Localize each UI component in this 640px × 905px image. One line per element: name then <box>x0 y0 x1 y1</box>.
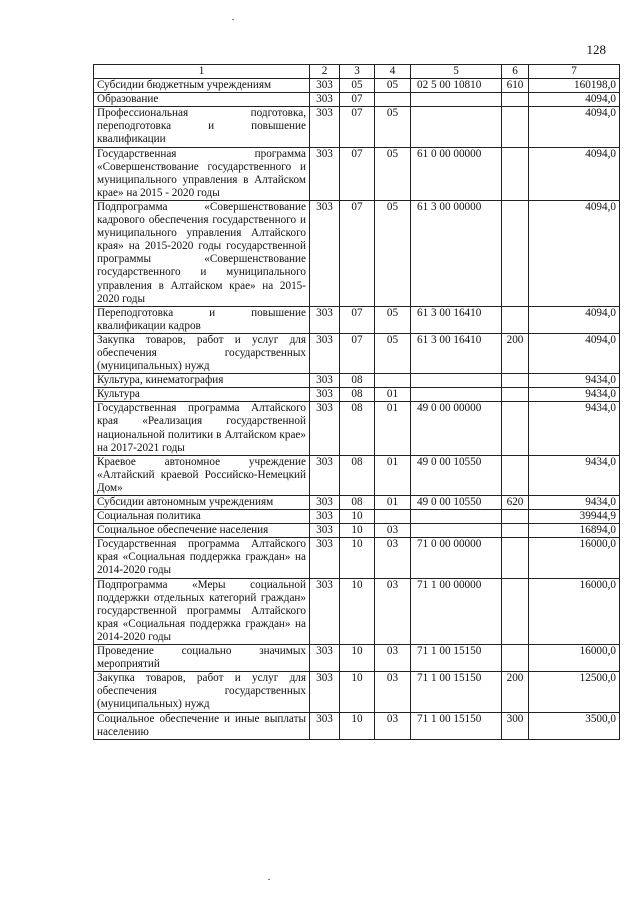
column-header: 2 <box>310 65 340 79</box>
table-row <box>94 510 620 524</box>
column-header: 6 <box>502 65 529 79</box>
target-article-cell: 71 1 00 15150 <box>411 712 502 739</box>
admin-code-cell: 303 <box>310 388 340 402</box>
expense-type-cell <box>502 388 529 402</box>
section-cell: 10 <box>340 578 375 644</box>
table-row <box>94 200 620 306</box>
section-cell: 07 <box>340 93 375 107</box>
subsection-cell <box>375 93 411 107</box>
expense-type-cell: 610 <box>502 79 529 93</box>
amount-cell: 160198,0 <box>529 79 620 93</box>
admin-code-cell: 303 <box>310 93 340 107</box>
section-cell: 10 <box>340 538 375 578</box>
row-name-cell: Образование <box>94 93 310 107</box>
admin-code-cell: 303 <box>310 79 340 93</box>
admin-code-cell: 303 <box>310 538 340 578</box>
expense-type-cell <box>502 374 529 388</box>
subsection-cell: 05 <box>375 306 411 333</box>
row-name-cell: Подпрограмма «Совершенствование кадрового обеспечения государственного и муниципального управления Алтайского края» на 2015-2020 годы государственной программы «Совершенствование государственного и муниципального управления в Алтайском крае» на 2015-2020 годы <box>94 200 310 306</box>
subsection-cell: 05 <box>375 79 411 93</box>
amount-cell: 4094,0 <box>529 93 620 107</box>
subsection-cell: 05 <box>375 107 411 147</box>
amount-cell: 9434,0 <box>529 388 620 402</box>
row-name-cell: Государственная программа Алтайского края «Социальная поддержка граждан» на 2014-2020 годы <box>94 538 310 578</box>
admin-code-cell: 303 <box>310 402 340 455</box>
section-cell: 10 <box>340 524 375 538</box>
admin-code-cell: 303 <box>310 510 340 524</box>
expense-type-cell <box>502 93 529 107</box>
table-row <box>94 93 620 107</box>
target-article-cell: 61 0 00 00000 <box>411 147 502 200</box>
section-cell: 10 <box>340 672 375 712</box>
row-name-cell: Социальное обеспечение и иные выплаты населению <box>94 712 310 739</box>
section-cell: 08 <box>340 388 375 402</box>
subsection-cell: 05 <box>375 200 411 306</box>
row-name-cell: Проведение социально значимых мероприятий <box>94 645 310 672</box>
amount-cell: 16000,0 <box>529 645 620 672</box>
row-name-cell: Закупка товаров, работ и услуг для обеспечения государственных (муниципальных) нужд <box>94 672 310 712</box>
table-row <box>94 578 620 644</box>
column-header: 5 <box>411 65 502 79</box>
admin-code-cell: 303 <box>310 672 340 712</box>
target-article-cell <box>411 510 502 524</box>
admin-code-cell: 303 <box>310 306 340 333</box>
table-row <box>94 333 620 373</box>
subsection-cell: 01 <box>375 455 411 495</box>
expense-type-cell <box>502 538 529 578</box>
amount-cell: 9434,0 <box>529 455 620 495</box>
section-cell: 07 <box>340 306 375 333</box>
row-name-cell: Государственная программа «Совершенствование государственного и муниципального управления в Алтайском крае» на 2015 - 2020 годы <box>94 147 310 200</box>
subsection-cell: 05 <box>375 333 411 373</box>
expense-type-cell: 200 <box>502 333 529 373</box>
expense-type-cell <box>502 200 529 306</box>
amount-cell: 4094,0 <box>529 147 620 200</box>
section-cell: 07 <box>340 333 375 373</box>
column-header: 7 <box>529 65 620 79</box>
subsection-cell: 05 <box>375 147 411 200</box>
target-article-cell: 71 1 00 15150 <box>411 672 502 712</box>
admin-code-cell: 303 <box>310 524 340 538</box>
target-article-cell: 02 5 00 10810 <box>411 79 502 93</box>
expense-type-cell <box>502 645 529 672</box>
section-cell: 08 <box>340 455 375 495</box>
target-article-cell: 71 1 00 00000 <box>411 578 502 644</box>
admin-code-cell: 303 <box>310 107 340 147</box>
amount-cell: 16000,0 <box>529 538 620 578</box>
table-row <box>94 496 620 510</box>
subsection-cell <box>375 510 411 524</box>
expense-type-cell <box>502 510 529 524</box>
expense-type-cell <box>502 306 529 333</box>
table-row <box>94 402 620 455</box>
amount-cell: 9434,0 <box>529 496 620 510</box>
expense-type-cell: 300 <box>502 712 529 739</box>
amount-cell: 4094,0 <box>529 306 620 333</box>
row-name-cell: Культура <box>94 388 310 402</box>
row-name-cell: Закупка товаров, работ и услуг для обеспечения государственных (муниципальных) нужд <box>94 333 310 373</box>
amount-cell: 9434,0 <box>529 374 620 388</box>
row-name-cell: Государственная программа Алтайского края «Реализация государственной национальной политики в Алтайском крае» на 2017-2021 годы <box>94 402 310 455</box>
target-article-cell: 61 3 00 00000 <box>411 200 502 306</box>
amount-cell: 16894,0 <box>529 524 620 538</box>
row-name-cell: Переподготовка и повышение квалификации кадров <box>94 306 310 333</box>
target-article-cell <box>411 524 502 538</box>
column-header: 3 <box>340 65 375 79</box>
amount-cell: 4094,0 <box>529 333 620 373</box>
admin-code-cell: 303 <box>310 578 340 644</box>
subsection-cell: 03 <box>375 672 411 712</box>
target-article-cell <box>411 93 502 107</box>
scan-speck <box>232 19 234 20</box>
target-article-cell <box>411 388 502 402</box>
table-row <box>94 147 620 200</box>
expense-type-cell <box>502 455 529 495</box>
target-article-cell: 61 3 00 16410 <box>411 306 502 333</box>
budget-table <box>93 64 620 740</box>
admin-code-cell: 303 <box>310 374 340 388</box>
row-name-cell: Социальное обеспечение населения <box>94 524 310 538</box>
subsection-cell: 03 <box>375 578 411 644</box>
column-header: 4 <box>375 65 411 79</box>
expense-type-cell: 620 <box>502 496 529 510</box>
expense-type-cell <box>502 578 529 644</box>
target-article-cell <box>411 107 502 147</box>
expense-type-cell <box>502 402 529 455</box>
table-header-row <box>94 65 620 79</box>
table-row <box>94 524 620 538</box>
row-name-cell: Субсидии бюджетным учреждениям <box>94 79 310 93</box>
row-name-cell: Подпрограмма «Меры социальной поддержки отдельных категорий граждан» государственной программы Алтайского края «Социальная поддержка граждан» на 2014-2020 годы <box>94 578 310 644</box>
table-row <box>94 645 620 672</box>
target-article-cell <box>411 374 502 388</box>
amount-cell: 4094,0 <box>529 107 620 147</box>
target-article-cell: 71 1 00 15150 <box>411 645 502 672</box>
amount-cell: 39944,9 <box>529 510 620 524</box>
amount-cell: 4094,0 <box>529 200 620 306</box>
table-row <box>94 306 620 333</box>
amount-cell: 16000,0 <box>529 578 620 644</box>
admin-code-cell: 303 <box>310 645 340 672</box>
section-cell: 07 <box>340 200 375 306</box>
column-header: 1 <box>94 65 310 79</box>
target-article-cell: 49 0 00 10550 <box>411 455 502 495</box>
expense-type-cell: 200 <box>502 672 529 712</box>
section-cell: 08 <box>340 374 375 388</box>
table-row <box>94 79 620 93</box>
admin-code-cell: 303 <box>310 496 340 510</box>
section-cell: 10 <box>340 712 375 739</box>
table-row <box>94 107 620 147</box>
subsection-cell: 01 <box>375 496 411 510</box>
expense-type-cell <box>502 524 529 538</box>
table-row <box>94 712 620 739</box>
amount-cell: 3500,0 <box>529 712 620 739</box>
section-cell: 10 <box>340 645 375 672</box>
section-cell: 05 <box>340 79 375 93</box>
subsection-cell: 03 <box>375 712 411 739</box>
table-row <box>94 388 620 402</box>
table-row <box>94 374 620 388</box>
subsection-cell: 01 <box>375 388 411 402</box>
page-number: 128 <box>586 42 606 57</box>
target-article-cell: 71 0 00 00000 <box>411 538 502 578</box>
table-row <box>94 538 620 578</box>
subsection-cell: 03 <box>375 645 411 672</box>
row-name-cell: Субсидии автономным учреждениям <box>94 496 310 510</box>
row-name-cell: Культура, кинематография <box>94 374 310 388</box>
admin-code-cell: 303 <box>310 147 340 200</box>
amount-cell: 9434,0 <box>529 402 620 455</box>
subsection-cell: 03 <box>375 538 411 578</box>
section-cell: 10 <box>340 510 375 524</box>
admin-code-cell: 303 <box>310 712 340 739</box>
row-name-cell: Профессиональная подготовка, переподготовка и повышение квалификации <box>94 107 310 147</box>
section-cell: 07 <box>340 147 375 200</box>
table-body <box>94 79 620 740</box>
subsection-cell: 01 <box>375 402 411 455</box>
row-name-cell: Социальная политика <box>94 510 310 524</box>
admin-code-cell: 303 <box>310 333 340 373</box>
subsection-cell: 03 <box>375 524 411 538</box>
amount-cell: 12500,0 <box>529 672 620 712</box>
table-row <box>94 672 620 712</box>
admin-code-cell: 303 <box>310 455 340 495</box>
target-article-cell: 61 3 00 16410 <box>411 333 502 373</box>
target-article-cell: 49 0 00 00000 <box>411 402 502 455</box>
expense-type-cell <box>502 147 529 200</box>
subsection-cell <box>375 374 411 388</box>
table-row <box>94 455 620 495</box>
admin-code-cell: 303 <box>310 200 340 306</box>
section-cell: 07 <box>340 107 375 147</box>
target-article-cell: 49 0 00 10550 <box>411 496 502 510</box>
row-name-cell: Краевое автономное учреждение «Алтайский краевой Российско-Немецкий Дом» <box>94 455 310 495</box>
section-cell: 08 <box>340 496 375 510</box>
expense-type-cell <box>502 107 529 147</box>
section-cell: 08 <box>340 402 375 455</box>
scan-speck <box>268 879 270 880</box>
